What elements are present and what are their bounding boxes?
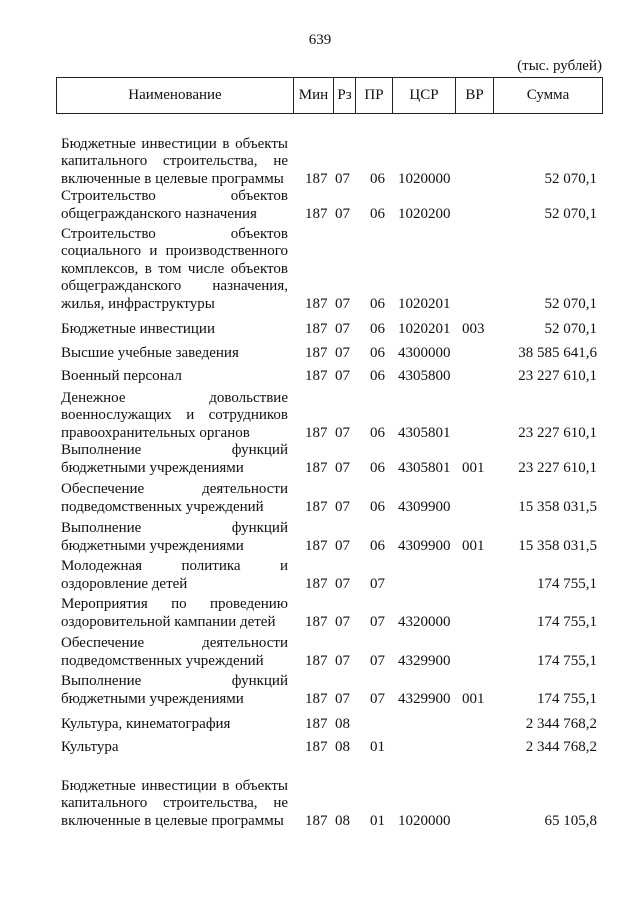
row-min: 187 <box>305 320 328 337</box>
row-rz: 07 <box>335 537 350 554</box>
row-min: 187 <box>305 170 328 187</box>
row-rz: 07 <box>335 575 350 592</box>
row-pr: 07 <box>370 690 385 707</box>
row-min: 187 <box>305 424 328 441</box>
row-rz: 08 <box>335 812 350 829</box>
row-sum: 2 344 768,2 <box>525 715 597 732</box>
header-csr: ЦСР <box>393 78 456 113</box>
row-sum: 174 755,1 <box>537 690 597 707</box>
row-min: 187 <box>305 738 328 755</box>
row-name: Строительство объектов общегражданского назначения <box>61 188 288 222</box>
row-sum: 2 344 768,2 <box>525 738 597 755</box>
row-sum: 15 358 031,5 <box>518 537 597 554</box>
row-sum: 23 227 610,1 <box>518 367 597 384</box>
row-pr: 07 <box>370 652 385 669</box>
row-vr: 001 <box>462 537 485 554</box>
row-name: Обеспечение деятельности подведомственных учреждений <box>61 481 288 515</box>
row-csr: 4300000 <box>398 344 451 361</box>
row-sum: 65 105,8 <box>544 812 597 829</box>
row-rz: 07 <box>335 459 350 476</box>
row-name: Военный персонал <box>61 367 182 384</box>
row-name: Культура, кинематография <box>61 715 231 732</box>
row-sum: 38 585 641,6 <box>518 344 597 361</box>
row-min: 187 <box>305 344 328 361</box>
row-name: Обеспечение деятельности подведомственных учреждений <box>61 635 288 669</box>
row-rz: 07 <box>335 344 350 361</box>
row-name: Денежное довольствие военнослужащих и сотрудников правоохранительных органов <box>61 389 288 441</box>
row-pr: 07 <box>370 613 385 630</box>
row-rz: 07 <box>335 295 350 312</box>
row-name: Выполнение функций бюджетными учреждениями <box>61 673 288 707</box>
row-csr: 4309900 <box>398 498 451 515</box>
row-pr: 06 <box>370 320 385 337</box>
row-sum: 23 227 610,1 <box>518 424 597 441</box>
row-csr: 1020200 <box>398 205 451 222</box>
row-csr: 4305800 <box>398 367 451 384</box>
row-pr: 06 <box>370 344 385 361</box>
header-sum: Сумма <box>526 87 570 103</box>
row-min: 187 <box>305 498 328 515</box>
row-csr: 1020000 <box>398 170 451 187</box>
row-pr: 06 <box>370 498 385 515</box>
header-name: Наименование <box>57 78 294 113</box>
row-name: Бюджетные инвестиции в объекты капитального строительства, не включенные в целевые программы <box>61 135 288 187</box>
row-csr: 4305801 <box>398 459 451 476</box>
row-sum: 174 755,1 <box>537 575 597 592</box>
row-min: 187 <box>305 295 328 312</box>
row-csr: 4305801 <box>398 424 451 441</box>
row-csr: 4329900 <box>398 690 451 707</box>
row-vr: 001 <box>462 459 485 476</box>
row-rz: 07 <box>335 652 350 669</box>
row-min: 187 <box>305 537 328 554</box>
row-pr: 01 <box>370 812 385 829</box>
row-rz: 07 <box>335 498 350 515</box>
row-min: 187 <box>305 715 328 732</box>
row-rz: 07 <box>335 320 350 337</box>
row-sum: 23 227 610,1 <box>518 459 597 476</box>
row-min: 187 <box>305 367 328 384</box>
row-csr: 1020201 <box>398 320 451 337</box>
row-sum: 15 358 031,5 <box>518 498 597 515</box>
row-csr: 4320000 <box>398 613 451 630</box>
row-sum: 52 070,1 <box>544 295 597 312</box>
row-min: 187 <box>305 459 328 476</box>
row-sum: 52 070,1 <box>544 170 597 187</box>
header-rz: Рз <box>334 78 356 113</box>
row-rz: 08 <box>335 738 350 755</box>
row-rz: 07 <box>335 367 350 384</box>
row-csr: 4309900 <box>398 537 451 554</box>
row-rz: 07 <box>335 690 350 707</box>
row-name: Молодежная политика и оздоровление детей <box>61 558 288 592</box>
row-name: Строительство объектов социального и производственного комплексов, в том числе объектов общегражданского назначения, жилья, инфраструктуры <box>61 225 288 312</box>
row-pr: 06 <box>370 537 385 554</box>
row-min: 187 <box>305 652 328 669</box>
row-name: Выполнение функций бюджетными учреждениями <box>61 442 288 476</box>
row-pr: 01 <box>370 738 385 755</box>
header-min: Мин <box>294 78 334 113</box>
row-pr: 07 <box>370 575 385 592</box>
row-min: 187 <box>305 812 328 829</box>
page-number: 639 <box>308 32 332 48</box>
row-rz: 07 <box>335 205 350 222</box>
row-name: Выполнение функций бюджетными учреждениями <box>61 520 288 554</box>
row-min: 187 <box>305 575 328 592</box>
row-sum: 52 070,1 <box>544 320 597 337</box>
row-pr: 06 <box>370 205 385 222</box>
row-csr: 1020000 <box>398 812 451 829</box>
row-sum: 52 070,1 <box>544 205 597 222</box>
row-name: Культура <box>61 738 119 755</box>
row-csr: 1020201 <box>398 295 451 312</box>
row-sum: 174 755,1 <box>537 613 597 630</box>
header-vr: ВР <box>456 78 494 113</box>
row-name: Высшие учебные заведения <box>61 344 239 361</box>
row-name: Бюджетные инвестиции <box>61 320 215 337</box>
row-rz: 07 <box>335 424 350 441</box>
row-pr: 06 <box>370 295 385 312</box>
row-rz: 07 <box>335 170 350 187</box>
row-csr: 4329900 <box>398 652 451 669</box>
row-name: Мероприятия по проведению оздоровительной кампании детей <box>61 596 288 630</box>
row-vr: 003 <box>462 320 485 337</box>
row-rz: 07 <box>335 613 350 630</box>
row-min: 187 <box>305 690 328 707</box>
header-pr: ПР <box>356 78 393 113</box>
row-min: 187 <box>305 205 328 222</box>
row-pr: 06 <box>370 459 385 476</box>
row-pr: 06 <box>370 367 385 384</box>
units-label: (тыс. рублей) <box>517 58 602 74</box>
row-name: Бюджетные инвестиции в объекты капитального строительства, не включенные в целевые программы <box>61 777 288 829</box>
row-sum: 174 755,1 <box>537 652 597 669</box>
row-min: 187 <box>305 613 328 630</box>
row-rz: 08 <box>335 715 350 732</box>
row-pr: 06 <box>370 170 385 187</box>
row-pr: 06 <box>370 424 385 441</box>
row-vr: 001 <box>462 690 485 707</box>
